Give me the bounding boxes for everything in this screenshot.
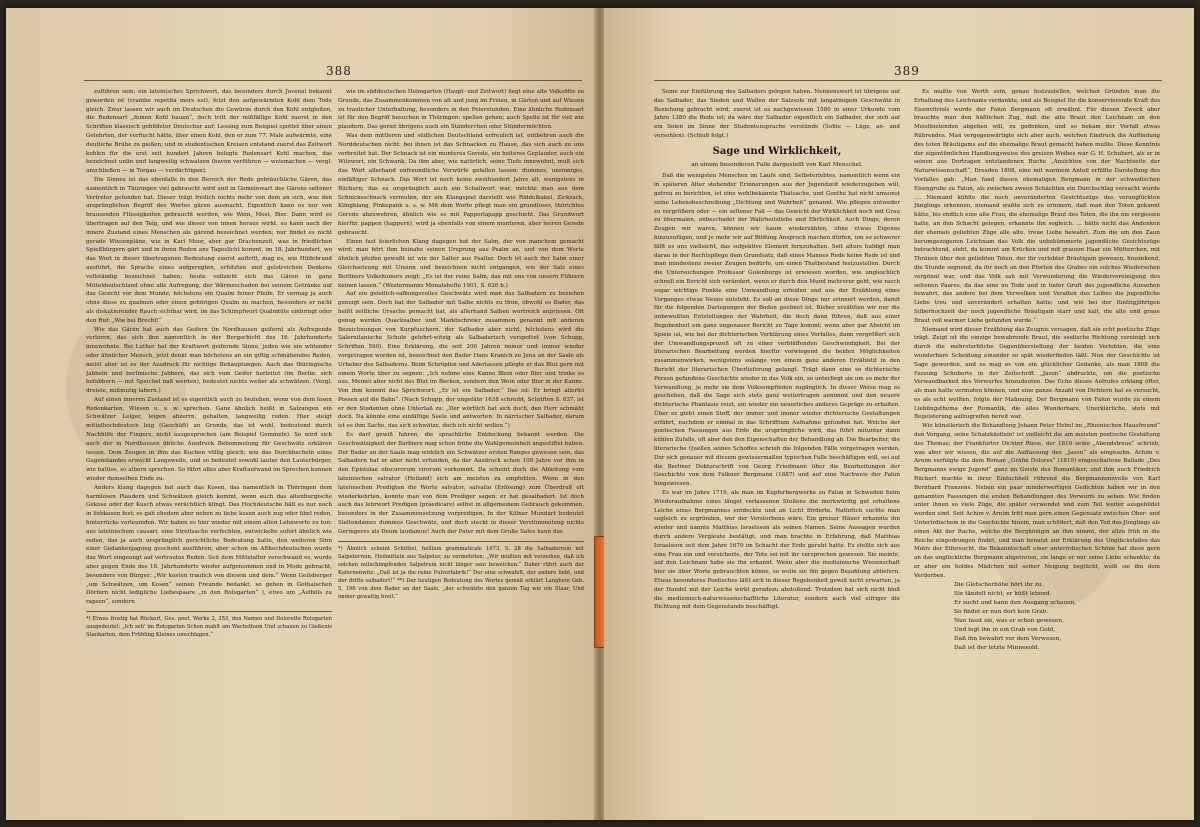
- book-spread: [6, 8, 1194, 820]
- paragraph: Daß die wenigsten Menschen im Laufe sind, Selbsterlebtes, namentlich wenn ein in späteren Alter stehender Erinnerungen aus der Jugendzeit wiederzugeben will, getreu zu berichten, ist eine wohlbekannte Thatsache, und Goethe hat nicht umsonst seine Lebensbeschreibung „Dichtung und Wahrheit“ genannt. Wie pflegen entweder zu vergrößern oder — ein seltener Fall — das Gewicht der Wirklichkeit noch mit Grau zu übermalen, unbeschadet der Wahrheitsliebe und Ehrlichkeit. Auch Dinge, deren Zeugen wir waren, können wir kaum wiederzählen, ohne etwas Eigenes hinzuzufügen, und je mehr wir auf Bildung Anspruch machen dürfen, um so schwerer fällt es uns vielleicht, das subjektive Element fernzuhalten. Seit alters huldigt man daran in der Rechtspflege dem Grundsatz, daß eines Mannes Rede keine Rede ist und man mindestens zweier Zeugen bedürfe, um einen Thatbestand festzustellen. Durch die Untersuchungen Professor Gulenburgs ist erwiesen worden, wie ungleichlich schnell ein Bericht sich verändert, wenn er durch den Mund mehrerer geht, wie rasch sogar wichtige Punkte eine Umwandlung erleiden und aus der Erzählung eines Vorganges etwas Neues entsteht. Es soll an diese Dinge nur erinnert werden, damit für die folgenden Darlegungen der Boden geebnet ist. Bisher erzählten wir nur die unbewußten Entstellungen der Wahrheit, die doch dann führen, daß aus einer Begebenheit ein ganz ungenauer Bericht zu Tage kommt; wenn aber gar Absicht im Spiele ist, wie bei der dichterischen Verklärung eines Vorfalles, dann vergrößert sich der Umwandlungsprozeß oft zu einer verblüffenden Geschwindigkeit. Bei der literarischen Bearbeitung werden hierfür vorwiegend die beiden Möglichkeiten zusammenwirken, wenigstens solange von einem ganz anderen Erzählstil in den Bericht der literarischen Überlieferung gelangt. Trägt dann eine so dichterische Person gefundene Geschichte wieder in das Volk ein, so unterliegt sie um so mehr der Verwandlung, je mehr sie dem Volksempfinden zugänglich. In dieser Weise mag es geschehen, daß die Sage sich stets ganz weitertragen annimmt und den neuere dichterische Phantasie reizt, um wieder ein neuerliches anderes Gepräge zu erhalten. Über es giebt einen Stoff, der immer und immer wieder dichterische Gestaltungen erfährt, nachdem er einmal in das Schrifttum Aufnahme gefunden hat. Welche der poetischen Fassungen aus Erde die ursprüngliche wird, das führt mitunter dann kühlen Zufalls, oft aber den den Eigenschaften der Behandlung ab. Die Bearbeiter, die literarische Quellen seines Schoffes schrieb die folgenden Fälle vorgetragen werden. Der sich genauer mit diesem gewissermaßen typischen Falle beschäftigen will, sei auf die Berliner Doktorschrift von Georg Friedmann über die Bearbeitungen der Geschichte von dem Falkner Bergmann (1887) und auf eine Nachweis der Falun hingewiesen.: [654, 173, 900, 488]
- paragraph: Anders klang dagegen hat auch das Kosen, das namentlich in Thüringen dem harmlosen Plaudern und Schwätzen gleich kommt, wenn auch das altenburgische Gekose oder der Kusch etwas verächtlich klingt. Das Hochdeutsche hält es nur noch in liebkosen fest; es gab ehedem aber neben zu liebe kosen auch zug oder übel reden, hinterrücks verleumden. Wir haben es hier wieder mit einem alten Lehnworte zu tun: aus lateinischem causari, eine Streitsache verfechten, entwickelte sofort ähnlich wie reden, das ja auch ursprünglich gerichtliche Bedeutung hatte, den weiteren Sinn einer Gedankenjagung geschont ausführen; aber schon im Althochdeutschen wurde das Wort eingeengt auf vertrautes Reden. Seit dem Mittelalter verschwand es, wurde aber gegen Ende des 18. Jahrhunderts wieder aufgenommen und in Mode gebracht, besonders von Bürger: „Wir kosten traulich von diesem und dem.“ Wenn Geilsberger „um Schwätzen, um Kosen“ seinen Freunde bedankt, so gehen in Gothaischen Dörfern nicht ledigliche Liebespaare „in den Rotsgarten“ ), etwo um „Ästhöls zu rapsen“, sondern: [86, 484, 332, 606]
- left-column-2: [338, 88, 584, 788]
- poem-line: Daß ihn bewahrt vor dem Verwesen,: [954, 635, 1062, 642]
- paragraph: Einen fast feierlichen Klang dagegen hat der Salm, der von manchem gemacht wird; man hört ihm beinahe seinen Ursprung aus Psalm an, und von dem Worte ähnlich pfeifen gewußt ist wie der Salter aus Psalter. Doch ist auch der Salm einer Gleichsetzung mit Unsinn und bezeichnen nicht entgangen, wie der Salz eines Berliners Volkshumors zeigt: „Es ist der reine Salm, das mit uns von unsern Führern keinen lassen.“ (Westermanns Monatshefte 1901, S. 626 b.): [338, 238, 584, 289]
- paragraph: Auf ein geistlich-salbungsvolles Geschwätz wird man das Salbadern zu beziehen geneigt sein. Doch hat der Salbader mit Salbe nichts zu thun, obwohl es Bader, das heißt zeitliche Ursache gemacht hat, als allerhand Salben wortreich anpriesen. Oft genug werden Quacksalber und Marktschreier zusammen genannt mit anderen Bezeichnungen von Kurpfuschern, der Salbader aber nicht, höchstens wird die Salernitanische Schule gelehrt-witzig als Salbaderisch verspottet (von Schupp, Schriften 590). Eine Erklärung, die seit 200 Jahren immer und immer wieder vorgetragen worden ist, bezeichnet den Bader Hans Kranich zu Jena an der Saale als Urheber des Salbaderns. Beim Schröpfen und Aderlassen pflegte er das Blut gern mit einem Worte über zu segnen: „Ich nehme eine Kanne Blein oder Bier und trinke es aus. Meinet aber nicht das Blut im Becken, sondern den Wein oder Bier in der Kanne. Von ihm kommt das Sprichwort: „Er ist ein Salbader.“ Das ist: Er bringt allerlei Possen auf die Bahn“. (Nach Schupp, der ungefähr 1638 schreibt, Schriften S. 637, ist er den Studenten ohne Unterlaß zu: „Der wörtlich hat sich doch, den Herr schmäht doch. Da könnte eine einfältige Seele und antworten: In närrischer Salbader, darum ist es ihm Sache, das sich schwätze, doch ich nicht wollen.“): [338, 291, 584, 430]
- paragraph: Es darf gewiß fahren, die sprachliche Entdeckung bekannt werden. Die Geschwätzigkeit der Barbiere mag schon frühe die Wahlgemeinheit angestiftet haben. Der Bader an der Saale mag wirklich ein Schwätzer ersten Ranges gewesen sein, das Salbadern hat er aber nicht erfunden, da der Ausdruck schon 100 Jahre vor ihm in den Epistolae obscurorum virorum vorkommt. Da scheint doch die Ableitung vom lateinischen salvator (Heiland) sich am meisten zu empfehlen. Wenn in den lateinischen Predigten die Worte salvator, salvatio (Erlösung) zum Überdruß oft wiederkehrten, konnte man von dem Prediger sagen: er hat gesalbadert. Ist doch auch das lehrwort Predigen (praedicare) selbst in allgemeinem Gebrauch gekommen, besonders in der Zusammensetzung vorpredigen. In der Kölner Mundart bedeutet Sieltendames dummes Geschwätz, und doch steckt in dieser Verstümmelung nichts Geringeres als Deum laudamus! Auch der Pater mit dem Gruße Salve kann das: [338, 432, 584, 535]
- page-number-right: 389: [894, 64, 920, 78]
- poem-stanza: [914, 581, 1160, 653]
- header-rule-left: [84, 80, 582, 81]
- paragraph: Die Sinnes ist das ebenfalls in den Bereich der Rede gebräuchliche Gären, das namentlich in Thüringen viel gebraucht wird und in Gemeinwart des Gärens seltener Vertreter gefunden hat. Dieser trägt freilich nichts mehr von dem an sich, was den ursprünglichen Begriff des Wortes gären ausmacht. Eigentlich kann es nur von brausenden Flüssigkeiten gebraucht werden, wie Wein, Most, Bier. Dann wird es übertragen auf den Teig, und wie dieser von innen heraus wirkt, so kann auch der innere Zustand eines Menschen als gärend bezeichnet werden; nur findet es nicht gerade Wiesenpläne, wie in Karl Moor, aber gar Drachenzeit, was in friedlichen Spießbürgern gärt und in ihren Reden ans Tageslicht kommt, im 18. Jahrhundert, wo das Wort in dieser übertragenen Bedeutung zuerst auftritt, mag es, wie Hildebrand ausführt, die Sprache eines aufgeregten, erhitzten und geistreichen Denkens vollständig bezeichnet haben; heute vollzieht sich das Gären in ganz Mitteldeutschland ohne alle Aufregung, der Wärmeschaden bei seinem Getränke auf das Gesicht vor dem Munde, höchstens ein Qualm feiner Pfeife. Er vermag ja auch ohne diese zu qualmen oder einen gehörigen Qualm zu machen, besonders er nicht als diskutierender Rauch sichtbar wird, im das Schimpfwort Qualmtüte einbringt oder den Ruf: „Wie bei Brecht!“: [86, 176, 332, 324]
- right-page: [604, 8, 1194, 820]
- article-byline: an einem besonderen Falle dargestellt von Karl Menschel.: [691, 161, 863, 168]
- page-number-left: 388: [326, 64, 352, 78]
- footnote: *) Etwas frostig hat Rückert, Ges. poet. Werke 2, 253, den Namen und Dolorette Rotsgarten ausgedeutet: „Ich seh' im Rotsgarten Schon mahlt am Wachsthum Und schauen zu Gießenis Stankarten, dem Frühling Kleines umschlagen.“: [86, 611, 332, 639]
- paragraph: Niemand wird dieser Erzählung das Zeugnis versagen, daß sie echt poetische Züge trägt. Zeigt ist die einzige bewahrende Braut, die seelische Richtung vereinigt sich durch die mehrsterbliche Gegenüberstellung der beiden Verlobten, die eine wunderbare Scheidung einander so spät wiederfinden läßt. Nun der Geschichte ist Sage geworden, und es mag es von ein glücklicher Gedanke, als man 1808 die Fassung Schuberts in der Zeitschrift „Jason“ abdruckte, um die poetische Verwandbarkeit des Vorwurfes hinzudeuten. Das Echo dieses Aufrufes erklang öfter, als man hatte vermuten können, und eine ganze Anzahl von Dichtern hat es versucht, es als echt wollten, folgte der Mahnung. Der Bergmann von Falun wurde zu einem Lieblingsthema der Romantik, die alles Wunderbare, Unerklärliche, stets mit Begeisterung aufzugreifen bereit war.: [914, 326, 1160, 421]
- paragraph: Es war im Jahre 1719, als man im Kupferbergwerke zu Falun in Schweden beim Wiederaufnahme eines längst verlassenen Stollens die merkwürdig gut erhaltene Leiche eines Bergmannes entdeckte und an Licht förderte. Natürlich suchte man sogleich zu ergründen, wer der Verstorbene wäre. Ein greiser Häuer erkannte ihn wieder und nannte Matthias Israelsson als seinen Namen. Seine Aussagen wurden durch andere Vergleute bestätigt, und man brachte in Erfahrung, daß Matthias Israelsson seit dem Jahre 1670 im Schacht der Erde geruht hatte. Es stellte sich aus eine Frau ein und versicherte, der Tote sei mit ihr versprochen gewesen. Sie meinte, auf den Leichnam habe sie ihn erkannt. Wenn aber die medizinische Wissenschaft hier sie über Worte gebrauchten könne, so wolle sie ihn gegen Bezahlung abliefern. Etwas besonderes Poetisches läßt sich in dieser Begebenheit gewiß nicht erwarten, ja der Handel mit der Leiche wirkt geradezu abstoßend. Trotzdem hat sich nicht bloß die medizinisch-naturwissenschaftliche Literatur, sondern auch viel eifriger die Dichtung mit dem Gegenstande beschäftigt.: [654, 490, 900, 611]
- paragraph: wie im süddeutschen Heimgarten (Haupt- und Zeitwort) liegt eine alte Volksfitte zu Grunde, das Zusammenkommen von alt und jung im Freien, in Gärten und auf Wiesen zu traulicher Unterhaltung, besonders in den Feierstunden. Eine ähnliche Redensart ist für den Begriff besuchen in Thüringen: spellen gehen; auch Spelle ist für viel wie plaudern. Das geriet übrigens auch ein Ständerchen oder Stündermöchten.: [338, 89, 584, 131]
- footnote: *) Ähnlich scheint Schüttel, hellium grammaticale 1673, S. 28 die Salbaderrein mit Salpeterrein, Heilmitteln aus Salpeter, zu vermehrlen: „Wir müßten mit verzeihen, daß ich solchen mitschimpfenden Salpetrein nicht länger sein beweichen.“ Daher rührt auch der Kafernenwitz: „Daß ist ja die reine Pulverfabrik!“ Der eine schwafelt, der andere liebt, und der dritte salbadert!“ **) Der heutigen Bedeutung des Wortes gemäß erklärt Langbein Geb. 5, 196 von dem Bader an der Saale, „der schwätzte den ganzen Tag wie ein Staar, Und immer gewaltig breit.“: [338, 541, 584, 601]
- poem-line: Er sucht und kann den Ausgang schauen,: [954, 599, 1077, 606]
- article-heading: Sage und Wirklichkeit,: [712, 145, 842, 157]
- paragraph: Wie künstlerisch die Behandlung Johann Peter Hebel im „Rheinischen Hausfreund“ den Vorgang, seine Schatzkästlein! ist vielleicht die am meisten poetische Gestaltung des Themas; der Frankfurter Dichter Riese, der 1810 seine „Abendstreue“ schrieb, was aber wir wissen, die auf die Auffassung des „Jason“ als eingesehn. Achim v. Arnim verfolgte die dem Roman „Gräfin Dolores“ (1810) eingeschaltene Ballade „Des Bergmanns ewige Jugend“ ganz im Geiste des Romantiker, und ihm auch Friedrich Rückert machte in ihrer Einfachheit rührend die Bergmannsnovelle von Karl Bernhard Franzens. Neben ein paar minderwertigen Gedichten haben wir in den genannten Fassungen die ersten Behandlungen des Vorwurfs zu sehen. Wie finden unter ihnen so viele Züge, die später verwendet und zum Teil weiter ausgebildet worden sind. Seit Achim v. Arnim tritt man gern einen Gegensatz zwischen Ober- und Unterirdischem in die Geschichte hinein, man schildert, daß den Tod des Jünglings als einen Akt der Rache, welche die Bergkönigin an ihm nimmt, der allzu früh in die Reiche eingedrungen findet, und man benutzt zur Erklärung des Unglücksfalles das Motiv der Eifersucht, die Bekanntschaft einer unterirdischen Schöne hat diese gern an das unglückliche Bergmann abgetreten, sie lange er nur seine Liebe schenkte; da er aber ein holdes Mädchen mit seiner Neigung beglückt, weiß sie ihn dem Verderben.: [914, 423, 1160, 579]
- paragraph: zuführen sein; ein lateinisches Sprichwort, das besonders durch Juvenal bekannt geworden ist (crambe repetita mors est), fetzt den aufgewärmten Kohl dem Tode gleich. Zwar lassen wir auch im Deutschen die Gewürze durch den Kohl entgleiten, die Redensart „feinen Kohl bauen“, doch tritt der mißfällige Kohl zuerst in den Schriften klassisch gebildeter Deutscher auf; Lessing zum Beispiel spottet über einen Gelehrten, der verflucht hätte, über einen Kohl, den er zum 77. Male aufwärmte, eine deutliche Brühe zu gießen; und in studentischen Kreisen entstand zuerst das Zeitwort kohlen für die erst seit hundert Jahren belegte Redensart Kohl machen, das bezeichnet unlin und langweilig schwatzen (bavon verführen — weismachen — vergl. anschließen — in Torgau — verdächtigen).: [86, 89, 332, 175]
- paragraph: Auf einen inneren Zustand ist es eigentlich auch zu beziehen, wenn von dem losen Redenkarten, Wiesen u. s. w. sprechen. Ganz ähnlich heißt in Salzungen ein Schwätzer Leiger, leigen abzerrn, gehalten, langweilig reden. Hier steigt mittelhochdeutsch leig (Geschäft) an Grunde, das ist wohl, bedeutend durch Nachhilfe der Fingers, nicht ausgesprochen (am Beispiel Gemmeln). So wird sich auch der in Nordhausen übliche Ausdruck Bebommelung für Geschwätz erklären lassen. Dem Zeugen in ihm das Kuchen völlig gleich; wie das Durchhecheln eines Gegenstandes erweckt Langeweile, und so bedeutet sowohl lauter den Lauterbürger, wie haltlos, so albern sprechen. So führt alles aber Kraftaufwand im Sprechen kunnen wieder demselben Ende zu.: [86, 396, 332, 483]
- poem-line: Sie tändelt nicht, er küßt lebend.: [954, 590, 1052, 597]
- paragraph: Es mußte von Werth sein, genau festzustellen, welchen Gründen man die Erhaltung des Leichnams verdankte, und als Beispiel für die konservierende Kraft des Eisenvitriols wurde der Falun Bergmann oft erwähnt. Für diesen Zweck aber brauchte man den häßlichen Zug, daß die alte Braut den Leichnam an den Meistbietenden abgeben will, zu gedenken, und so bekam der Vorfall etwas Rührendes. Man vergegenwärtigte sich aber auch, welchen Eindruck die Auffindung des toten Bräutigams auf die ehemalige Braut gemacht haben mußte. Diese Kenntnis der eigentümlichen Handlungsweise des greisen Weibes war G. H. Schubert, als er in seinen aus Dortragen entstandenen Buche „Ansichten von der Nachtseite der Naturwissenschaft“, Dresden 1808, eine mit warmem Anteil erfüllte Darstellung des Vorfalles gab: „Man fand diesen ehemaligen Bergmann in der schwedischen Eisengrube zu Falun, als zwischen zween Schächten ein Durchschlag versucht wurde .... Niemand kühlte die noch unveränderten Gesichtszüge des verunglückten Jünglings erkennen, niemand wußte sich zu erinnern, daß man den Toten gekannt hätte, bis endlich eine alte Frau, die ehemalige Braut des Toten, die ihn nie vergessen hatte, an den Schacht gelegen, erkannte ihn sogleich. ... hätte nicht das Andenken der ehemals geliebten Züge alle alte, treue Liebe bewahrt. Zum die um den Zaun herumgezogenen Leichnam das Volk die unbekümmerte jugendliche Gesichtszüge betrachtend, steht, da kommt am Krücken und mit grauem Haar ein Mütterchen, mit Thränen über den geliebten Toten, der ihr verlobter Bräutigam gewesen, hinsinkend, die Stunde segnend, da ihr noch an den Pforten des Grabes ein solches Wiedersehen vergönnt war, und das Volk sah mit Verwunderung die Wiedervereinigung des seltenen Paares, da das eine im Tode und in tiefer Gruft das jugendliche Aussehen bewahrt, das andere bei dem Verwelken und Veralten des Leibes die jugendliche Liebe treu und unverändert erhalten hatte; und wie bei der fünfzigjährigen Silberhochzeit der noch jugendliche Bräutigam starr und kalt, die alte und graue Braut voll warmer Liebe gefunden wurde.“: [914, 89, 1160, 324]
- header-rule-right: [654, 80, 1162, 81]
- left-column-1: [86, 88, 332, 788]
- poem-line: So findet er nun dort kein Grab.: [954, 608, 1049, 615]
- paragraph: Wie das Gären hat auch das Geifern (in Nordhausen geifern) als Aufregende verloren, das sich ihm namentlich in der Bergschicht des 16. Jahrhunderts innewohnte. Bei Luther hat der Kraftwort geifernde Sinne, jeden wie ein wütender oder ähnlicher Mensch, jetzt denkt man höchstens an ein giftig schmähendes Reden, meist aber ist es der Ausdruck für nichtige Behauptungen. Auch das thüringische Jabbeln und berlinische Jabbern, das sich vom Geifer herleitet (im Berlin: sich befabbern — mit Speichel naß werden), bedeutet nichts weiter als schwätzen. (Vergl. dreiste, mißmutig labern.): [86, 326, 332, 395]
- poem-line: Und legt ihn in ein Grab von Gold,: [954, 626, 1056, 633]
- left-page: [6, 8, 596, 820]
- right-column-2: [914, 88, 1160, 804]
- paragraph: Seine zur Einführung des Salbaders gelegen haben. Nennenswert ist übrigens auf das Salbader, das Sieden und Wallen der Salzsole mit langatmigem Geschwätz in Beziehung gebracht wird; zuerst ist es nachgewiesen 1580 in einer Urkunde vom Jahre 1380 die Rede ist; da wäre der Salbader eigentlich ein Salbader, der sich auf ein Solen im Sinne der Studentensprache verstünde (Sohle — Lüge, an- und versohlen). (Schluß folgt.): [654, 89, 900, 139]
- right-column-1: [654, 88, 900, 804]
- poem-line: Nun fasst sie, was er schon gewesen,: [954, 617, 1064, 624]
- poem-line: Daß ist der letzte Minnesold.: [954, 644, 1040, 651]
- paragraph: Was dem mittleren und südlichen Deutschland erfreulich ist, entbehren auch die Norddeutschen nicht: bei ihnen ist das Schnacken zu Hause, das sich auch zu uns verbreitet hat. Der Schnack ist ein munteres Gerede, ein heiteres Geplauder, auch ein Witzwort, ein Schwank. Da ihm aber, wie natürlich, seine Tiefe innewohnt, muß sich das Wort allerhand unfreundliche Vorwürfe gefallen lassen: dummes, unsinniges, einfältiger Schnack. Das Wort ist noch keine zweihundert Jahre alt, wenigstens in Büchern; das es ursprünglich auch ein Schallwort war, möchte man aus dem Schnicksschnack vermuten, der ein Klangspiel darstellt wie Riddelkakel, Zickzack, Klingklang, Pinkepank u. s. w. Mit dem Worte pflegt man ein grundloses, thörichtes Gerede abzuwehren, ähnlich wie es mit Papperlapapp geschieht. Das Grundwort hierfür, pappen (happern), wird ja ebenfalls von einem munteren, aber leeren Gerede gebraucht.: [338, 132, 584, 236]
- poem-line: Die Gletscherhöhe hört ihr zu.: [954, 581, 1044, 588]
